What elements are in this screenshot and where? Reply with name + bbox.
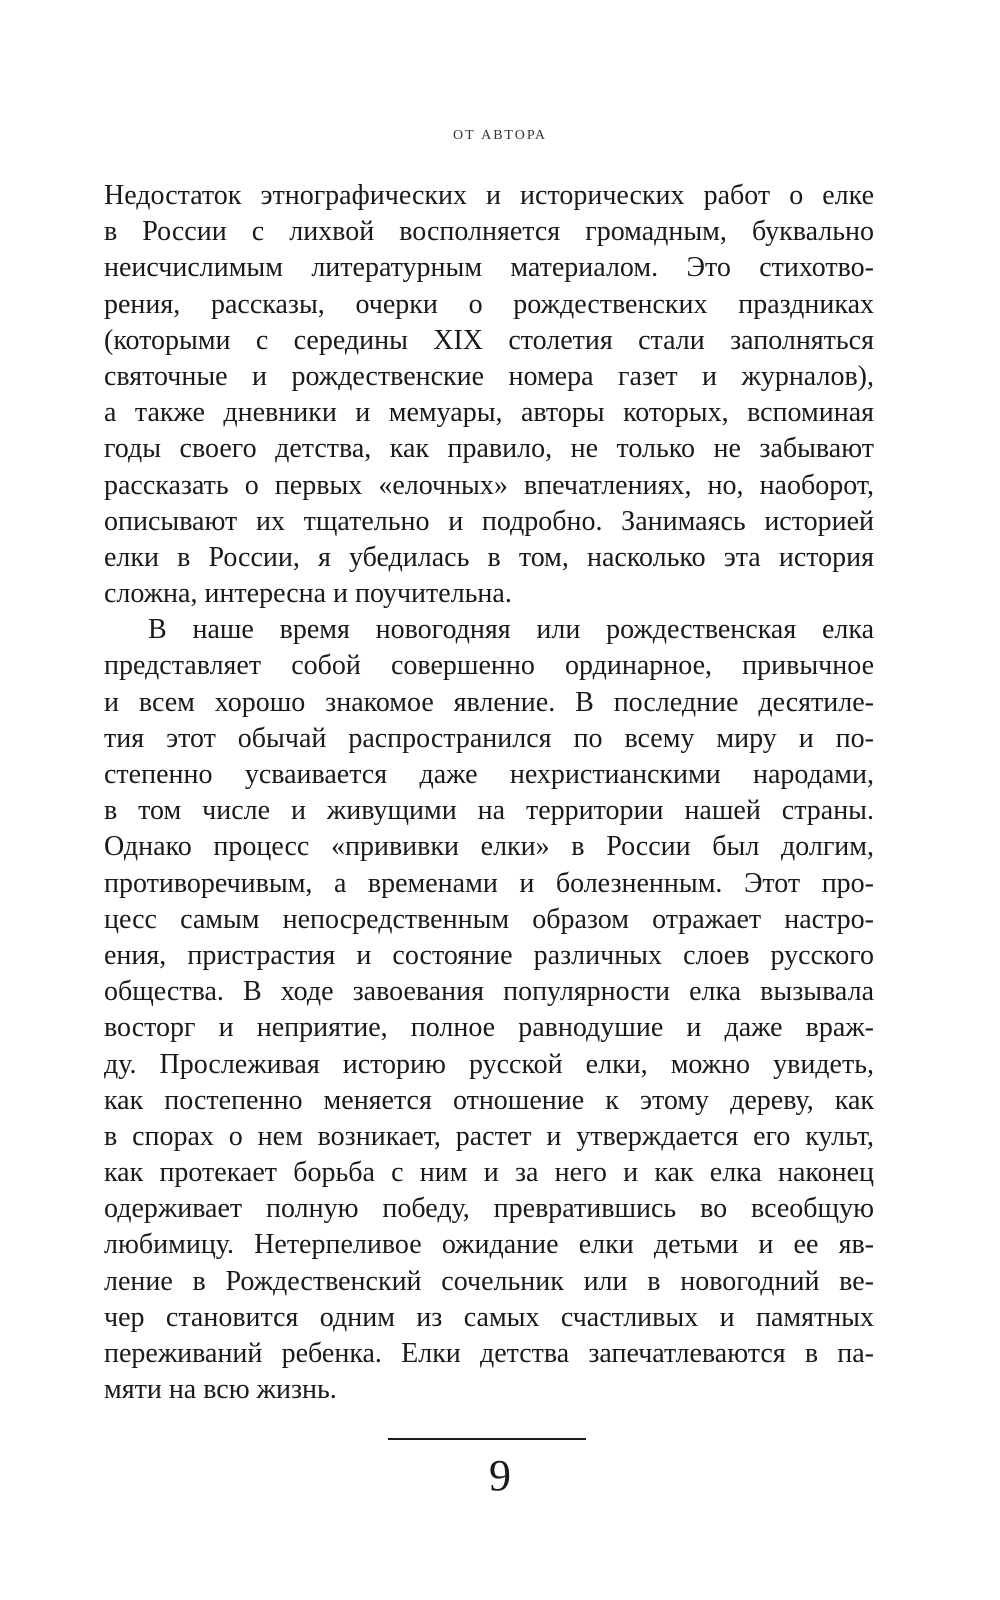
text-line: общества. В ходе завоевания популярности елка вызывала (104, 976, 874, 1008)
body-text (104, 178, 874, 1408)
text-line: переживаний ребенка. Елки детства запечатлеваются в па- (104, 1338, 874, 1369)
text-line: любимицу. Нетерпеливое ожидание елки детьми и ее яв- (104, 1229, 874, 1261)
text-line: Недостаток этнографических и исторических работ о елке (104, 180, 874, 211)
text-line: ление в Рождественский сочельник или в новогодний ве- (104, 1265, 874, 1297)
text-line: годы своего детства, как правило, не только не забывают (104, 433, 874, 465)
text-line: одерживает полную победу, превратившись во всеобщую (104, 1193, 874, 1225)
text-line: как протекает борьба с ним и за него и как елка наконец (104, 1157, 874, 1189)
text-line: рения, рассказы, очерки о рождественских праздниках (104, 288, 874, 320)
text-line: тия этот обычай распространился по всему миру и по- (104, 722, 874, 754)
text-line: неисчислимым литературным материалом. Это стихотво- (104, 252, 874, 284)
text-line: представляет собой совершенно ординарное, привычное (104, 650, 874, 682)
text-line: рассказать о первых «елочных» впечатлениях, но, наоборот, (104, 469, 874, 501)
text-line: противоречивым, а временами и болезненным. Этот про- (104, 867, 874, 899)
text-line: в спорах о нем возникает, растет и утверждается его культ, (104, 1120, 874, 1152)
text-line: сложна, интересна и поучительна. (104, 578, 512, 610)
text-line: чер становится одним из самых счастливых и памятных (104, 1301, 874, 1333)
running-head: ОТ АВТОРА (452, 128, 547, 143)
text-line: ения, пристрастия и состояние различных слоев русского (104, 939, 874, 971)
text-line: описывают их тщательно и подробно. Занимаясь историей (104, 505, 874, 537)
text-line: и всем хорошо знакомое явление. В последние десятиле- (104, 686, 874, 718)
text-line: цесс самым непосредственным образом отражает настро- (104, 903, 874, 935)
text-line: а также дневники и мемуары, авторы которых, вспоминая (104, 397, 874, 429)
text-line: степенно усваивается даже нехристианскими народами, (104, 759, 874, 790)
text-line: мяти на всю жизнь. (104, 1374, 337, 1406)
text-line: В наше время новогодняя или рождественская елка (148, 614, 874, 646)
text-line: Однако процесс «прививки елки» в России был долгим, (104, 831, 874, 863)
folio-rule (388, 1438, 586, 1440)
text-line: ду. Прослеживая историю русской елки, можно увидеть, (104, 1048, 874, 1080)
text-line: в России с лихвой восполняется громадным, буквально (104, 216, 874, 248)
text-line: восторг и неприятие, полное равнодушие и даже враж- (104, 1012, 874, 1044)
text-line: как постепенно меняется отношение к этому дереву, как (104, 1084, 874, 1116)
text-line: святочные и рождественские номера газет и журналов), (104, 360, 874, 392)
text-line: в том числе и живущими на территории нашей страны. (104, 795, 874, 827)
text-line: (которыми с середины XIX столетия стали заполняться (104, 324, 874, 356)
page-number: 9 (489, 1451, 511, 1500)
text-line: елки в России, я убедилась в том, насколько эта история (104, 541, 874, 573)
